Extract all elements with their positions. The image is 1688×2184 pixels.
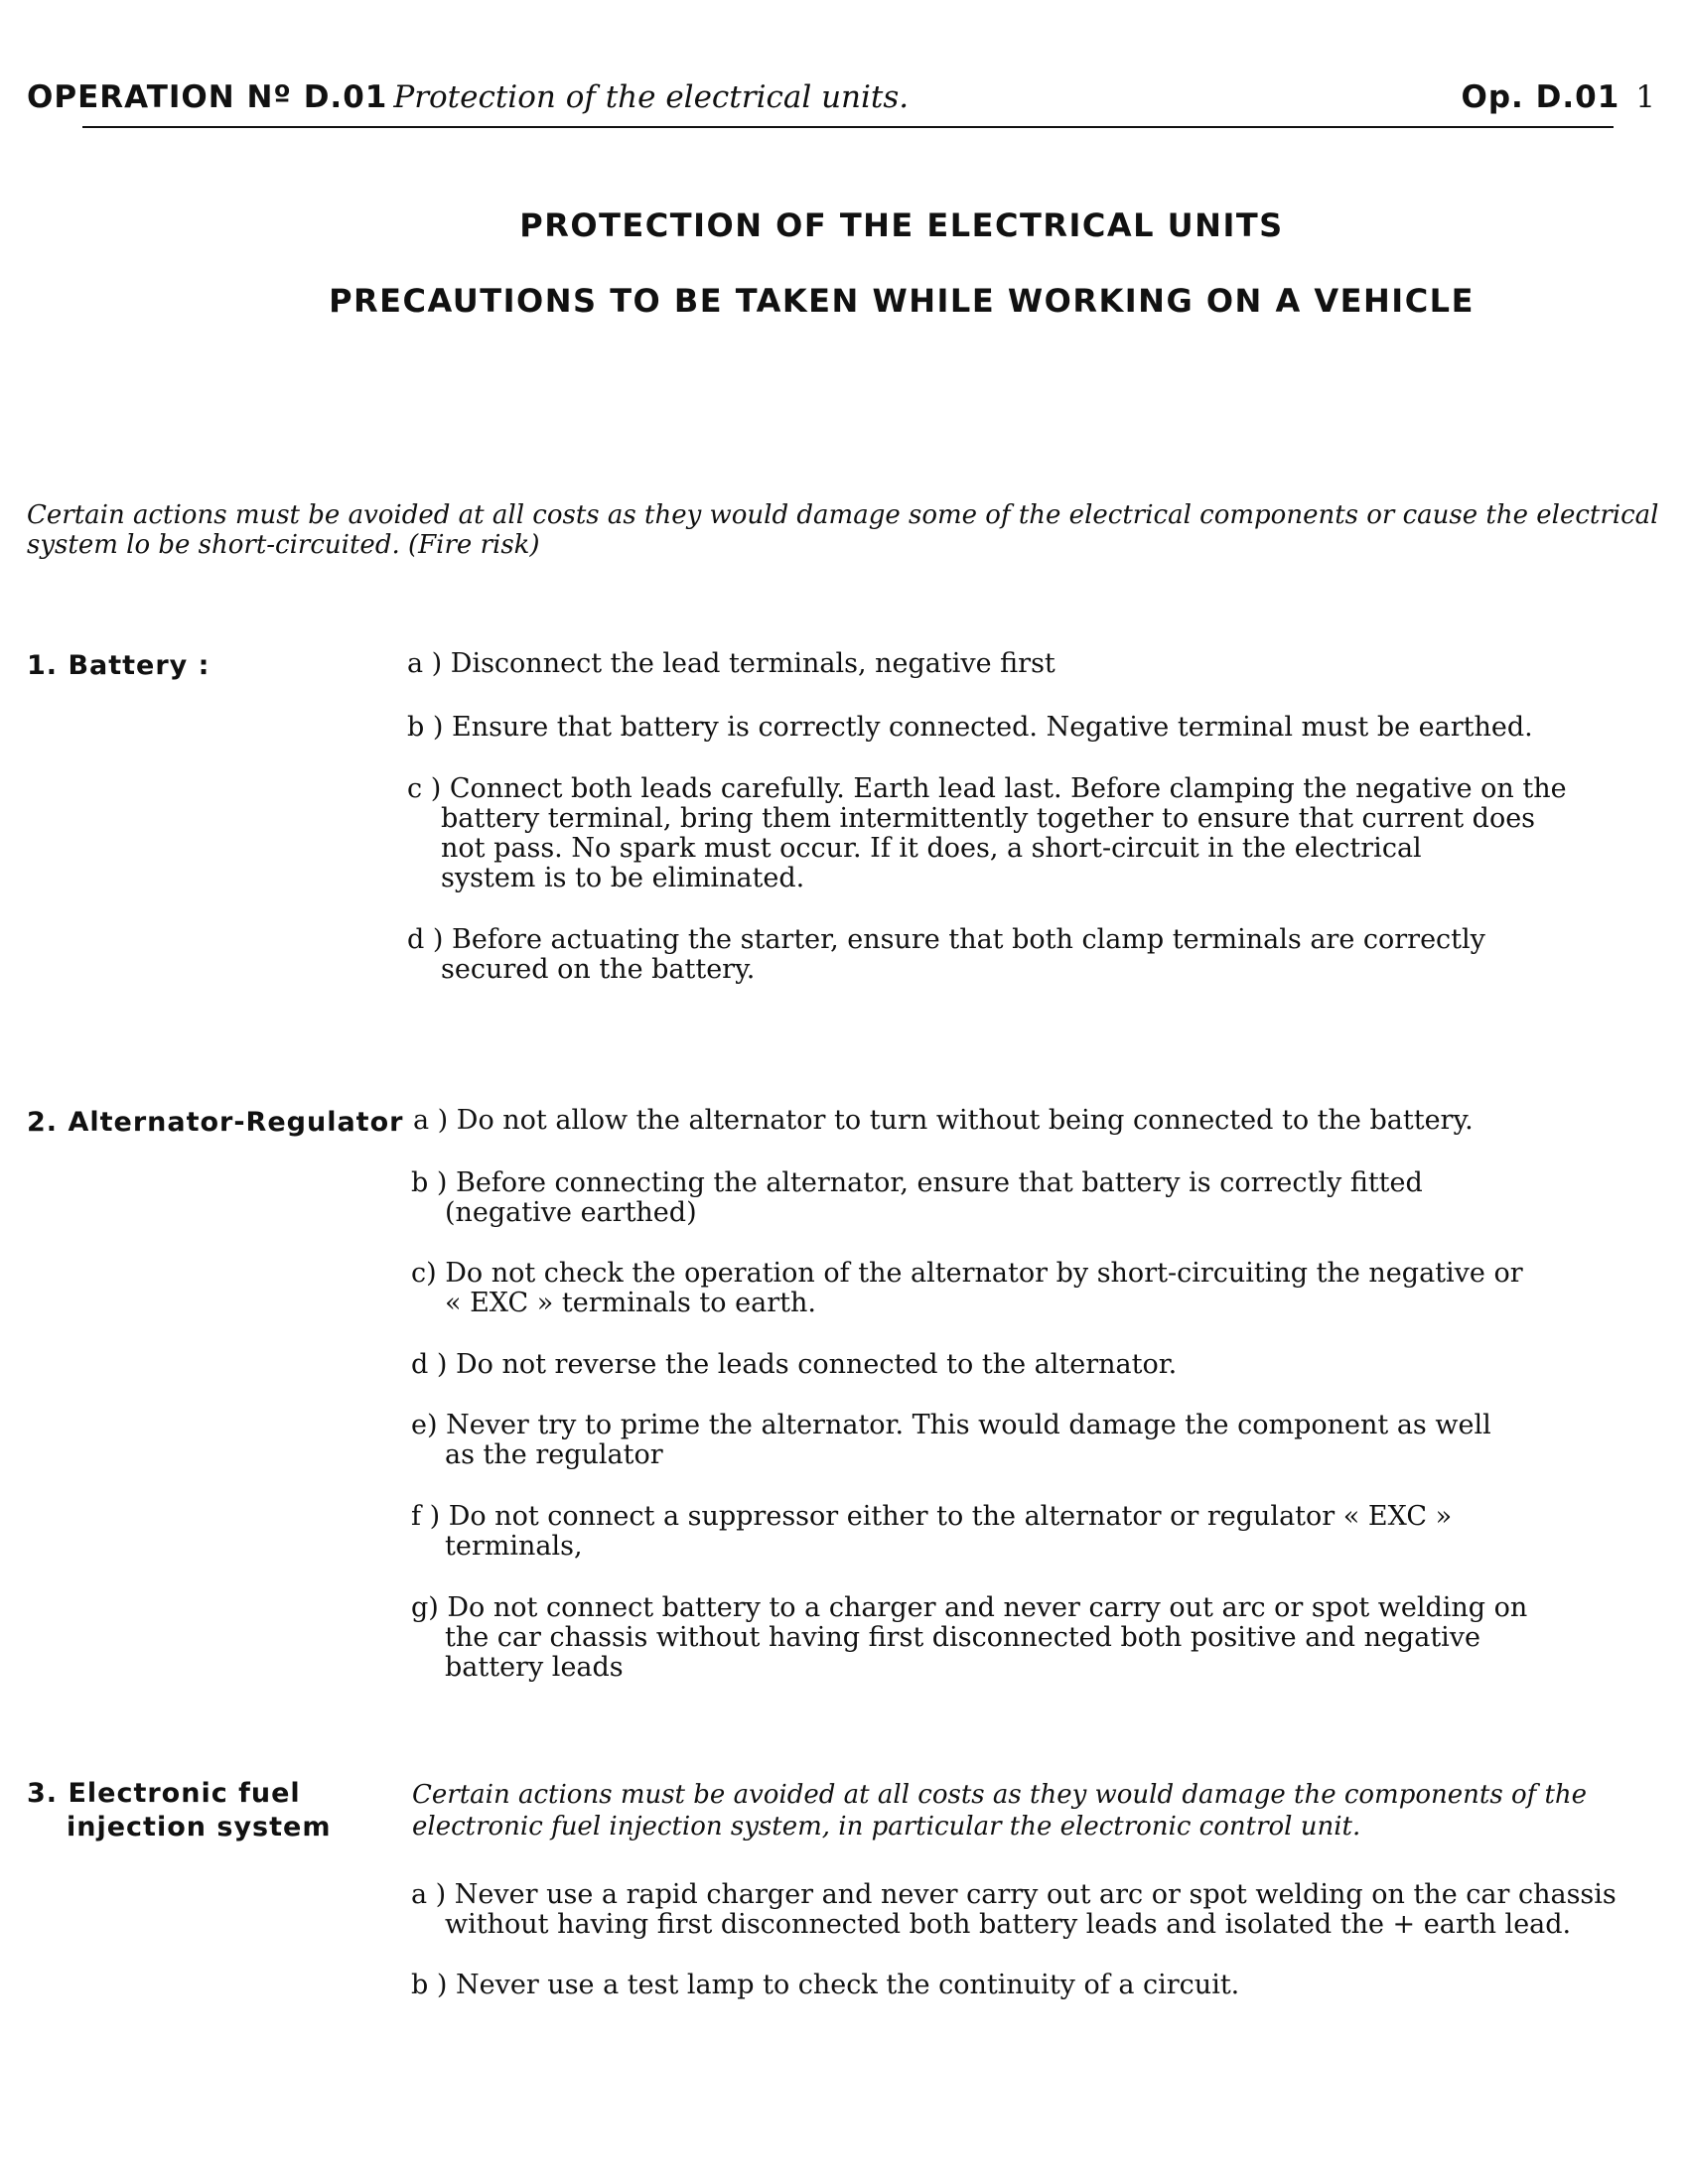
item-text-cont: battery leads bbox=[445, 1652, 624, 1683]
item-text-cont: without having first disconnected both battery leads and isolated the + earth lead. bbox=[445, 1909, 1572, 1940]
item-text: c ) Connect both leads carefully. Earth lead last. Before clamping the negative on the bbox=[407, 773, 1567, 804]
item-text: g) Do not connect battery to a charger and never carry out arc or spot welding on bbox=[411, 1592, 1528, 1623]
item-text: b ) Before connecting the alternator, ensure that battery is correctly fitted bbox=[411, 1167, 1423, 1198]
header-left bbox=[27, 79, 909, 115]
item-text-cont: terminals, bbox=[445, 1531, 583, 1562]
item-text-cont: (negative earthed) bbox=[445, 1197, 697, 1228]
item-text-cont: the car chassis without having first disconnected both positive and negative bbox=[445, 1622, 1481, 1653]
alternator-item-b bbox=[411, 1168, 1423, 1228]
operation-number: OPERATION Nº D.01 bbox=[27, 79, 388, 115]
item-text: c) Do not check the operation of the alternator by short-circuiting the negative or bbox=[411, 1258, 1523, 1289]
item-text: b ) Never use a test lamp to check the continuity of a circuit. bbox=[411, 1970, 1240, 2000]
item-text: a ) Disconnect the lead terminals, negative first bbox=[407, 648, 1055, 679]
intro-line: Certain actions must be avoided at all costs as they would damage some of the electrical components or cause the electrical bbox=[27, 500, 1659, 530]
note-line: Certain actions must be avoided at all costs as they would damage the components of the bbox=[412, 1780, 1588, 1810]
note-line: electronic fuel injection system, in particular the electronic control unit. bbox=[412, 1812, 1361, 1842]
main-title: PROTECTION OF THE ELECTRICAL UNITS bbox=[519, 206, 1284, 244]
item-text: a ) Never use a rapid charger and never carry out arc or spot welding on the car chassis bbox=[411, 1879, 1617, 1910]
section-alternator-label: 2. Alternator-Regulator bbox=[27, 1107, 404, 1138]
sub-title: PRECAUTIONS TO BE TAKEN WHILE WORKING ON A VEHICLE bbox=[329, 282, 1475, 320]
section-battery-label: 1. Battery : bbox=[27, 650, 211, 681]
item-text: b ) Ensure that battery is correctly connected. Negative terminal must be earthed. bbox=[407, 712, 1533, 743]
section-label-line: 3. Electronic fuel bbox=[27, 1778, 301, 1809]
alternator-item-e bbox=[411, 1411, 1491, 1470]
item-text: d ) Do not reverse the leads connected to the alternator. bbox=[411, 1349, 1178, 1380]
operation-subtitle: Protection of the electrical units. bbox=[393, 79, 910, 115]
injection-item-b bbox=[411, 1971, 1239, 2000]
item-text-cont: battery terminal, bring them intermittently together to ensure that current does bbox=[441, 803, 1536, 834]
section-injection-label bbox=[27, 1777, 331, 1844]
item-text: a ) Do not allow the alternator to turn without being connected to the battery. bbox=[413, 1105, 1474, 1136]
item-text: e) Never try to prime the alternator. This would damage the component as well bbox=[411, 1410, 1491, 1440]
page-number: 1 bbox=[1635, 79, 1655, 115]
intro-paragraph bbox=[27, 500, 1670, 560]
operation-code: Op. D.01 bbox=[1461, 79, 1620, 115]
battery-item-d bbox=[407, 925, 1485, 985]
alternator-item-g bbox=[411, 1593, 1527, 1683]
injection-item-a bbox=[411, 1880, 1617, 1940]
item-text-cont: system is to be eliminated. bbox=[441, 863, 805, 893]
item-text-cont: « EXC » terminals to earth. bbox=[445, 1288, 816, 1318]
alternator-item-a bbox=[413, 1106, 1474, 1136]
intro-line: system lo be short-circuited. (Fire risk) bbox=[27, 530, 540, 560]
item-text: f ) Do not connect a suppressor either to the alternator or regulator « EXC » bbox=[411, 1501, 1453, 1532]
header-right bbox=[1462, 79, 1656, 115]
alternator-item-c bbox=[411, 1259, 1523, 1318]
item-text: d ) Before actuating the starter, ensure that both clamp terminals are correctly bbox=[407, 924, 1485, 955]
battery-item-b bbox=[407, 713, 1533, 743]
alternator-item-f bbox=[411, 1502, 1452, 1562]
page-header bbox=[27, 79, 1655, 129]
item-text-cont: as the regulator bbox=[445, 1439, 663, 1470]
header-divider bbox=[82, 126, 1614, 128]
battery-item-a bbox=[407, 649, 1055, 679]
section-label-line: injection system bbox=[67, 1812, 332, 1843]
injection-note bbox=[412, 1779, 1663, 1843]
item-text-cont: secured on the battery. bbox=[441, 954, 756, 985]
item-text-cont: not pass. No spark must occur. If it does, a short-circuit in the electrical bbox=[441, 833, 1422, 864]
alternator-item-d bbox=[411, 1350, 1177, 1380]
battery-item-c bbox=[407, 774, 1567, 893]
